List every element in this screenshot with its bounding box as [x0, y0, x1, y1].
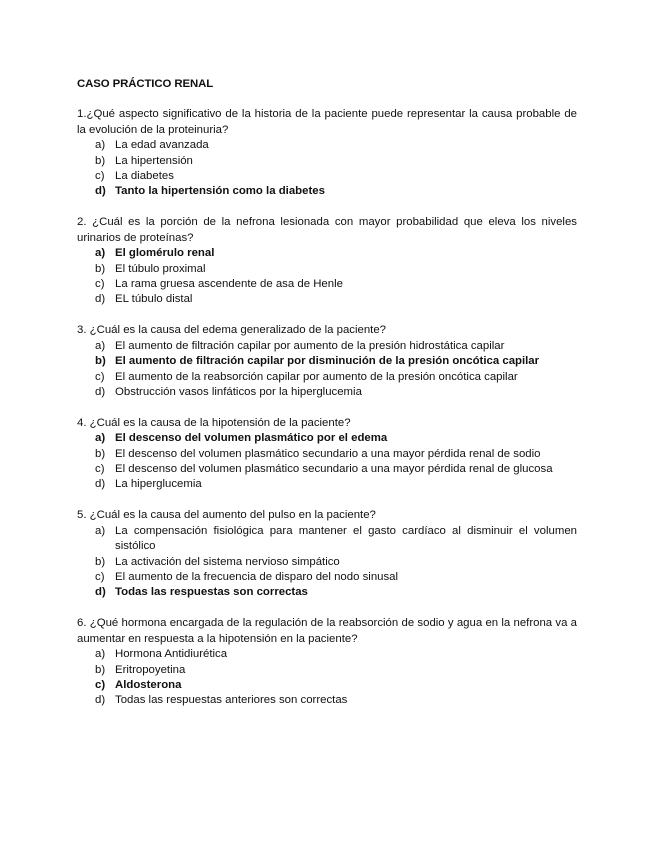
- answer-option: [77, 647, 577, 662]
- answer-option: [77, 555, 577, 570]
- option-letter-cell: [77, 154, 115, 169]
- question-block: [77, 323, 577, 400]
- option-letter-cell: [77, 138, 115, 153]
- option-letter-cell: [77, 524, 115, 555]
- answer-option-correct: [77, 354, 577, 369]
- answer-options: [77, 431, 577, 493]
- option-letter-cell: [77, 262, 115, 277]
- question-text: 1.¿Qué aspecto significativo de la historia de la paciente puede representar la causa probable de la evolución de la proteinuria?: [77, 108, 577, 136]
- question-block: [77, 416, 577, 493]
- option-letter-cell: [77, 462, 115, 477]
- document-page: [77, 77, 577, 724]
- option-letter: a): [95, 339, 106, 352]
- option-letter-cell: [77, 678, 115, 693]
- question-block: [77, 508, 577, 600]
- answer-options: [77, 524, 577, 601]
- answer-option: [77, 370, 577, 385]
- option-text: Todas las respuestas son correctas: [115, 586, 308, 599]
- option-text: Todas las respuestas anteriores son correctas: [115, 694, 348, 707]
- question-text: 5. ¿Cuál es la causa del aumento del pulso en la paciente?: [77, 509, 376, 522]
- question-block: [77, 107, 577, 199]
- option-letter: a): [95, 648, 106, 661]
- option-text: La hipertensión: [115, 154, 193, 167]
- answer-option-correct: [77, 678, 577, 693]
- option-letter: c): [95, 370, 105, 383]
- option-text: El descenso del volumen plasmático por el edema: [115, 432, 388, 445]
- option-letter: c): [95, 277, 105, 290]
- answer-option: [77, 154, 577, 169]
- option-letter: b): [95, 663, 106, 676]
- option-letter-cell: [77, 339, 115, 354]
- option-letter-cell: [77, 431, 115, 446]
- option-letter-cell: [77, 555, 115, 570]
- option-letter-cell: [77, 663, 115, 678]
- option-letter: c): [95, 463, 105, 476]
- option-text: EL túbulo distal: [115, 293, 193, 306]
- option-letter-cell: [77, 585, 115, 600]
- answer-options: [77, 339, 577, 401]
- option-text: La rama gruesa ascendente de asa de Henle: [115, 277, 343, 290]
- option-letter: b): [95, 154, 106, 167]
- option-letter-cell: [77, 370, 115, 385]
- answer-option-correct: [77, 246, 577, 261]
- question-text: 4. ¿Cuál es la causa de la hipotensión de la paciente?: [77, 416, 351, 429]
- answer-option: [77, 477, 577, 492]
- question-text: 2. ¿Cuál es la porción de la nefrona lesionada con mayor probabilidad que eleva los niveles urinarios de proteínas?: [77, 216, 577, 244]
- option-text: El aumento de filtración capilar por aumento de la presión hidrostática capilar: [115, 339, 505, 352]
- answer-options: [77, 246, 577, 308]
- option-text: Aldosterona: [115, 678, 182, 691]
- option-text: Obstrucción vasos linfáticos por la hiperglucemia: [115, 385, 362, 398]
- option-letter: b): [95, 555, 106, 568]
- answer-option-correct: [77, 585, 577, 600]
- answer-option-correct: [77, 184, 577, 199]
- answer-option: [77, 262, 577, 277]
- answer-option: [77, 693, 577, 708]
- option-letter-cell: [77, 570, 115, 585]
- option-letter: b): [95, 447, 106, 460]
- option-text: La hiperglucemia: [115, 478, 202, 491]
- option-letter: a): [95, 247, 106, 260]
- option-text: El aumento de la reabsorción capilar por aumento de la presión oncótica capilar: [115, 370, 518, 383]
- question-block: [77, 616, 577, 708]
- option-letter: a): [95, 524, 106, 537]
- answer-option-correct: [77, 431, 577, 446]
- answer-option: [77, 292, 577, 307]
- question-block: [77, 215, 577, 307]
- option-letter: c): [95, 570, 105, 583]
- option-letter-cell: [77, 447, 115, 462]
- option-text: El descenso del volumen plasmático secundario a una mayor pérdida renal de glucosa: [115, 463, 553, 476]
- option-text: La activación del sistema nervioso simpático: [115, 555, 340, 568]
- option-text: La diabetes: [115, 170, 174, 183]
- option-letter-cell: [77, 647, 115, 662]
- option-text: Tanto la hipertensión como la diabetes: [115, 185, 325, 198]
- option-letter-cell: [77, 292, 115, 307]
- option-letter: c): [95, 678, 106, 691]
- option-letter-cell: [77, 277, 115, 292]
- option-letter: a): [95, 432, 106, 445]
- option-letter: d): [95, 694, 106, 707]
- answer-option: [77, 462, 577, 477]
- option-letter-cell: [77, 246, 115, 261]
- option-letter-cell: [77, 184, 115, 199]
- answer-options: [77, 647, 577, 709]
- option-text: El glomérulo renal: [115, 247, 215, 260]
- option-text: El aumento de la frecuencia de disparo del nodo sinusal: [115, 570, 399, 583]
- option-text: Hormona Antidiurética: [115, 648, 228, 661]
- option-letter-cell: [77, 693, 115, 708]
- option-letter: b): [95, 262, 106, 275]
- option-text: El túbulo proximal: [115, 262, 206, 275]
- question-text: 3. ¿Cuál es la causa del edema generalizado de la paciente?: [77, 324, 387, 337]
- option-text: La edad avanzada: [115, 139, 209, 152]
- option-letter-cell: [77, 477, 115, 492]
- answer-option: [77, 339, 577, 354]
- answer-options: [77, 138, 577, 200]
- answer-option: [77, 663, 577, 678]
- option-letter: d): [95, 293, 106, 306]
- option-letter: c): [95, 170, 105, 183]
- option-letter-cell: [77, 385, 115, 400]
- answer-option: [77, 524, 577, 555]
- option-text: El descenso del volumen plasmático secundario a una mayor pérdida renal de sodio: [115, 447, 541, 460]
- option-text: La compensación fisiológica para mantener el gasto cardíaco al disminuir el volumen sistólico: [115, 524, 577, 553]
- question-text: 6. ¿Qué hormona encargada de la regulación de la reabsorción de sodio y agua en la nefrona va a aumentar en respuesta a la hipotensión en la paciente?: [77, 617, 577, 645]
- option-letter: d): [95, 586, 106, 599]
- answer-option: [77, 169, 577, 184]
- option-letter: b): [95, 355, 106, 368]
- answer-option: [77, 447, 577, 462]
- option-letter-cell: [77, 354, 115, 369]
- option-letter: a): [95, 139, 106, 152]
- option-text: El aumento de filtración capilar por disminución de la presión oncótica capilar: [115, 355, 540, 368]
- answer-option: [77, 385, 577, 400]
- answer-option: [77, 138, 577, 153]
- option-letter: d): [95, 478, 106, 491]
- option-letter: d): [95, 185, 106, 198]
- option-letter: d): [95, 385, 106, 398]
- answer-option: [77, 277, 577, 292]
- document-title: CASO PRÁCTICO RENAL: [77, 78, 214, 90]
- answer-option: [77, 570, 577, 585]
- option-text: Eritropoyetina: [115, 663, 186, 676]
- option-letter-cell: [77, 169, 115, 184]
- question-list: [77, 107, 577, 708]
